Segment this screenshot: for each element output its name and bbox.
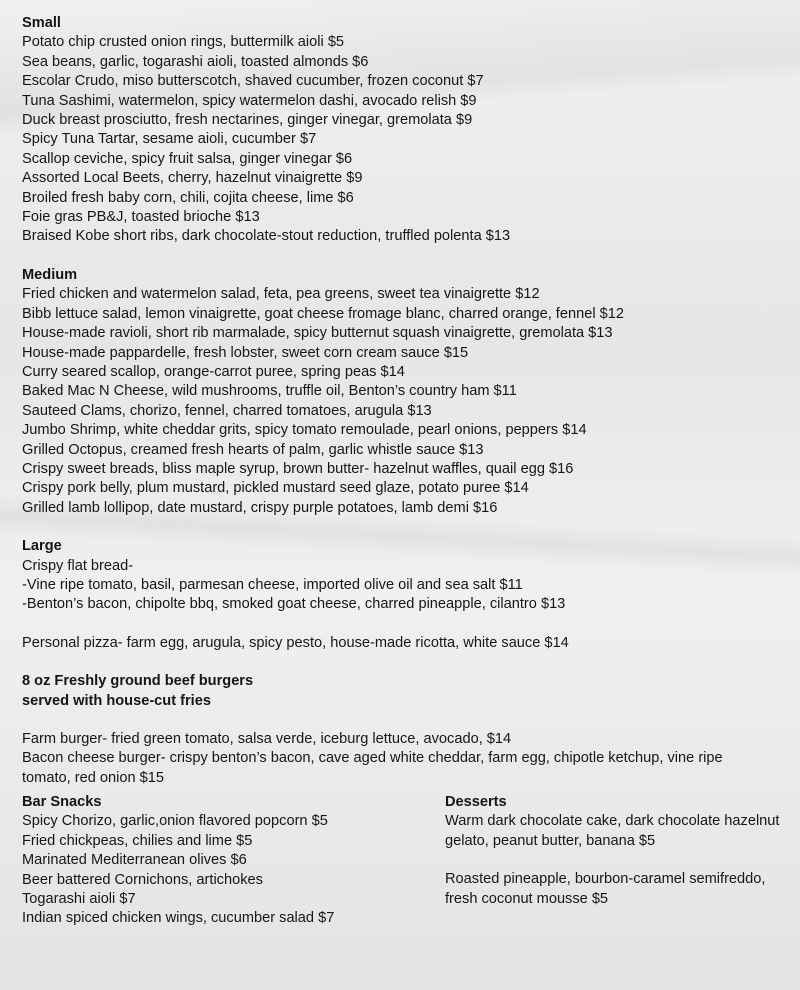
small-item: Sea beans, garlic, togarashi aioli, toasted almonds $6	[22, 53, 369, 70]
bar-snack-item: Togarashi aioli $7	[22, 891, 136, 908]
bar-snack-item: Marinated Mediterranean olives $6	[22, 852, 247, 869]
section-title-medium: Medium	[22, 266, 78, 283]
flatbread-item: -Vine ripe tomato, basil, parmesan cheese, imported olive oil and sea salt $11	[22, 576, 523, 593]
medium-item: Jumbo Shrimp, white cheddar grits, spicy tomato remoulade, pearl onions, peppers $14	[22, 422, 587, 439]
burger-item: Bacon cheese burger- crispy benton’s bacon, cave aged white cheddar, farm egg, chipotle ketchup, vine ripe tomato, red onion $15	[22, 750, 723, 786]
bar-snack-item: Spicy Chorizo, garlic,onion flavored popcorn $5	[22, 813, 328, 830]
pizza-item: Personal pizza- farm egg, arugula, spicy pesto, house-made ricotta, white sauce $14	[22, 634, 569, 651]
medium-item: Grilled Octopus, creamed fresh hearts of palm, garlic whistle sauce $13	[22, 441, 484, 458]
flatbread-item: -Benton’s bacon, chipolte bbq, smoked goat cheese, charred pineapple, cilantro $13	[22, 596, 566, 613]
small-item: Potato chip crusted onion rings, buttermilk aioli $5	[22, 34, 345, 51]
small-item: Broiled fresh baby corn, chili, cojita cheese, lime $6	[22, 189, 354, 206]
spacer	[22, 518, 792, 537]
small-item: Foie gras PB&J, toasted brioche $13	[22, 209, 260, 226]
medium-item: Bibb lettuce salad, lemon vinaigrette, goat cheese fromage blanc, charred orange, fennel $12	[22, 305, 624, 322]
medium-item: Baked Mac N Cheese, wild mushrooms, truffle oil, Benton’s country ham $11	[22, 383, 517, 400]
medium-item: Crispy sweet breads, bliss maple syrup, brown butter- hazelnut waffles, quail egg $16	[22, 460, 574, 477]
bar-snacks-column	[22, 793, 432, 929]
section-title-bar-snacks: Bar Snacks	[22, 794, 102, 810]
medium-item: Curry seared scallop, orange-carrot puree, spring peas $14	[22, 363, 405, 380]
small-item: Assorted Local Beets, cherry, hazelnut vinaigrette $9	[22, 170, 363, 187]
small-item: Scallop ceviche, spicy fruit salsa, ginger vinegar $6	[22, 150, 353, 167]
spacer	[445, 851, 795, 870]
dessert-item: Warm dark chocolate cake, dark chocolate hazelnut gelato, peanut butter, banana $5	[445, 813, 780, 849]
spacer	[22, 711, 792, 730]
section-title-desserts: Desserts	[445, 794, 507, 810]
small-item: Spicy Tuna Tartar, sesame aioli, cucumber $7	[22, 131, 317, 148]
burgers-subtitle: served with house-cut fries	[22, 692, 211, 709]
small-item: Braised Kobe short ribs, dark chocolate-stout reduction, truffled polenta $13	[22, 228, 511, 245]
burgers-title: 8 oz Freshly ground beef burgers	[22, 673, 254, 690]
medium-item: House-made pappardelle, fresh lobster, sweet corn cream sauce $15	[22, 344, 469, 361]
section-title-large: Large	[22, 538, 62, 555]
medium-item: Sauteed Clams, chorizo, fennel, charred tomatoes, arugula $13	[22, 402, 432, 419]
spacer	[22, 247, 792, 266]
small-item: Duck breast prosciutto, fresh nectarines, ginger vinegar, gremolata $9	[22, 112, 473, 129]
medium-item: Fried chicken and watermelon salad, feta, pea greens, sweet tea vinaigrette $12	[22, 286, 540, 303]
dessert-item: Roasted pineapple, bourbon-caramel semifreddo, fresh coconut mousse $5	[445, 871, 766, 907]
bar-snack-item: Fried chickpeas, chilies and lime $5	[22, 832, 253, 849]
medium-item: Grilled lamb lollipop, date mustard, crispy purple potatoes, lamb demi $16	[22, 499, 498, 516]
medium-item: House-made ravioli, short rib marmalade, spicy butternut squash vinaigrette, gremolata $13	[22, 325, 613, 342]
small-item: Tuna Sashimi, watermelon, spicy watermelon dashi, avocado relish $9	[22, 92, 477, 109]
menu-main	[22, 14, 792, 788]
spacer	[22, 653, 792, 672]
burger-item: Farm burger- fried green tomato, salsa verde, iceburg lettuce, avocado, $14	[22, 731, 512, 747]
bar-snack-item: Beer battered Cornichons, artichokes	[22, 871, 263, 888]
medium-item: Crispy pork belly, plum mustard, pickled mustard seed glaze, potato puree $14	[22, 480, 529, 497]
desserts-column	[445, 793, 795, 909]
section-title-small: Small	[22, 15, 61, 31]
flatbread-title: Crispy flat bread-	[22, 557, 134, 574]
small-item: Escolar Crudo, miso butterscotch, shaved cucumber, frozen coconut $7	[22, 73, 484, 90]
bar-snack-item: Indian spiced chicken wings, cucumber salad $7	[22, 910, 335, 927]
spacer	[22, 615, 792, 634]
